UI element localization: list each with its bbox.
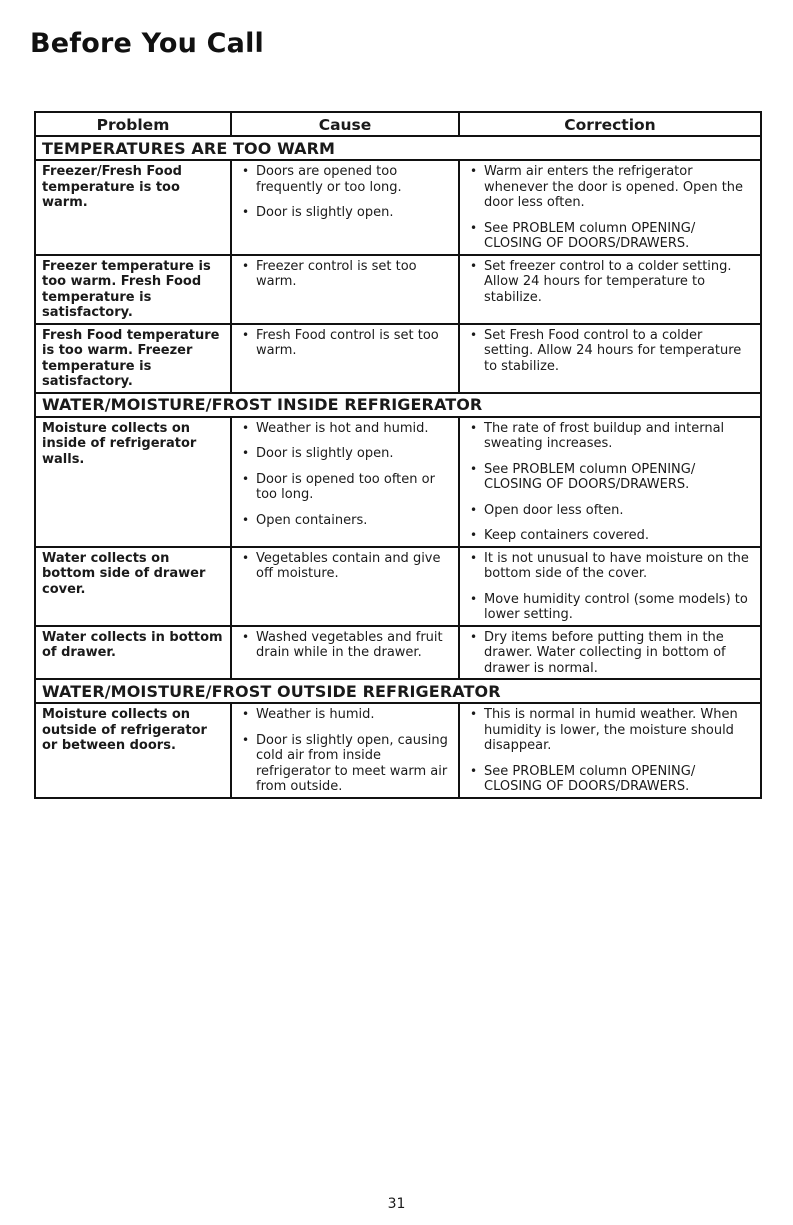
correction-item — [466, 503, 754, 519]
correction-text: See PROBLEM column OPENING/ CLOSING OF DOORS/DRAWERS. — [484, 763, 696, 794]
cause-item — [238, 164, 452, 195]
cause-item — [238, 328, 452, 359]
table-row — [35, 417, 761, 547]
cause-item — [238, 472, 452, 503]
page-number: 31 — [387, 1196, 406, 1212]
cause-cell — [231, 255, 459, 324]
troubleshooting-table — [34, 111, 762, 799]
correction-cell — [459, 417, 761, 547]
cause-text: Door is opened too often or too long. — [256, 471, 435, 502]
table-row — [35, 324, 761, 393]
bullet-marker: • — [242, 420, 250, 435]
cause-item — [238, 259, 452, 290]
correction-item — [466, 221, 754, 252]
correction-item — [466, 164, 754, 211]
section-row — [35, 136, 761, 160]
table-header-row — [35, 112, 761, 136]
header-cause: Cause — [231, 112, 459, 136]
correction-text: Keep containers covered. — [484, 528, 649, 543]
table-row — [35, 160, 761, 255]
bullet-marker: • — [470, 502, 478, 517]
correction-cell — [459, 324, 761, 393]
bullet-marker: • — [242, 164, 250, 178]
bullet-marker: • — [242, 732, 250, 747]
cause-text: Vegetables contain and give off moisture. — [256, 550, 441, 581]
correction-item — [466, 630, 754, 677]
cause-item — [238, 733, 452, 795]
correction-cell — [459, 626, 761, 680]
section-heading: WATER/MOISTURE/FROST OUTSIDE REFRIGERATOR — [35, 679, 761, 703]
cause-text: Door is slightly open. — [256, 446, 394, 461]
table-body — [35, 136, 761, 798]
correction-item — [466, 551, 754, 582]
problem-cell: Water collects in bottom of drawer. — [35, 626, 231, 680]
correction-text: Set freezer control to a colder setting. Allow 24 hours for temperature to stabilize. — [484, 258, 732, 305]
cause-text: Door is slightly open, causing cold air from inside refrigerator to meet warm air from outside. — [256, 732, 448, 794]
cause-cell — [231, 626, 459, 680]
correction-text: Open door less often. — [484, 502, 624, 518]
section-heading: WATER/MOISTURE/FROST INSIDE REFRIGERATOR — [35, 393, 761, 417]
problem-cell: Water collects on bottom side of drawer cover. — [35, 547, 231, 626]
cause-text: Weather is humid. — [256, 707, 375, 722]
correction-cell — [459, 547, 761, 626]
bullet-marker: • — [470, 629, 478, 644]
correction-item — [466, 592, 754, 623]
cause-spacer — [238, 592, 452, 607]
correction-item — [466, 764, 754, 795]
page-title: Before You Call — [30, 28, 265, 59]
bullet-marker: • — [242, 327, 250, 342]
bullet-marker: • — [470, 707, 478, 721]
correction-item — [466, 462, 754, 493]
problem-cell: Fresh Food temperature is too warm. Freezer temperature is satisfactory. — [35, 324, 231, 393]
bullet-marker: • — [242, 205, 250, 219]
cause-item — [238, 630, 452, 661]
cause-item — [238, 421, 452, 437]
bullet-marker: • — [470, 164, 478, 178]
bullet-marker: • — [470, 220, 478, 235]
correction-text: This is normal in humid weather. When humidity is lower, the moisture should disappear. — [484, 707, 738, 753]
cause-text: Washed vegetables and fruit drain while in the drawer. — [256, 629, 443, 660]
cause-text: Door is slightly open. — [256, 205, 394, 220]
correction-cell — [459, 160, 761, 255]
bullet-marker: • — [470, 591, 478, 606]
bullet-marker: • — [242, 707, 250, 721]
table-row — [35, 547, 761, 626]
bullet-marker: • — [470, 420, 478, 435]
correction-text: The rate of frost buildup and internal sweating increases. — [484, 420, 725, 451]
cause-item — [238, 513, 452, 529]
correction-text: Move humidity control (some models) to lower setting. — [484, 591, 748, 622]
bullet-marker: • — [470, 258, 478, 273]
problem-cell: Freezer temperature is too warm. Fresh Food temperature is satisfactory. — [35, 255, 231, 324]
header-correction: Correction — [459, 112, 761, 136]
bullet-marker: • — [242, 550, 250, 565]
correction-text: See PROBLEM column OPENING/ CLOSING OF DOORS/DRAWERS. — [484, 220, 696, 251]
table-row — [35, 626, 761, 680]
bullet-marker: • — [470, 461, 478, 476]
correction-text: Dry items before putting them in the drawer. Water collecting in bottom of drawer is normal. — [484, 629, 726, 676]
cause-text: Doors are opened too frequently or too long. — [256, 164, 402, 195]
bullet-marker: • — [242, 446, 250, 460]
bullet-marker: • — [470, 550, 478, 565]
bullet-marker: • — [470, 327, 478, 342]
problem-cell: Freezer/Fresh Food temperature is too warm. — [35, 160, 231, 255]
cause-cell — [231, 703, 459, 798]
section-heading: TEMPERATURES ARE TOO WARM — [35, 136, 761, 160]
correction-item — [466, 421, 754, 452]
correction-text: Set Fresh Food control to a colder setting. Allow 24 hours for temperature to stabilize. — [484, 327, 742, 374]
table-row — [35, 703, 761, 798]
cause-cell — [231, 547, 459, 626]
cause-cell — [231, 324, 459, 393]
cause-text: Open containers. — [256, 512, 368, 528]
cause-text: Fresh Food control is set too warm. — [256, 327, 439, 358]
table-row — [35, 255, 761, 324]
correction-item — [466, 328, 754, 375]
section-row — [35, 679, 761, 703]
correction-text: Warm air enters the refrigerator whenever the door is opened. Open the door less often. — [484, 164, 744, 210]
correction-item — [466, 707, 754, 754]
correction-text: It is not unusual to have moisture on the bottom side of the cover. — [484, 550, 749, 581]
bullet-marker: • — [470, 763, 478, 778]
bullet-marker: • — [242, 512, 250, 527]
bullet-marker: • — [242, 471, 250, 486]
cause-item — [238, 551, 452, 582]
cause-cell — [231, 417, 459, 547]
header-problem: Problem — [35, 112, 231, 136]
correction-cell — [459, 255, 761, 324]
cause-item — [238, 707, 452, 723]
correction-cell — [459, 703, 761, 798]
cause-text: Weather is hot and humid. — [256, 420, 429, 436]
bullet-marker: • — [242, 258, 250, 273]
correction-item — [466, 259, 754, 306]
problem-cell: Moisture collects on inside of refrigerator walls. — [35, 417, 231, 547]
cause-item — [238, 205, 452, 221]
correction-text: See PROBLEM column OPENING/ CLOSING OF DOORS/DRAWERS. — [484, 461, 696, 492]
correction-item — [466, 528, 754, 544]
cause-item — [238, 446, 452, 462]
cause-text: Freezer control is set too warm. — [256, 258, 417, 289]
bullet-marker: • — [242, 629, 250, 644]
problem-cell: Moisture collects on outside of refrigerator or between doors. — [35, 703, 231, 798]
bullet-marker: • — [470, 528, 478, 542]
section-row — [35, 393, 761, 417]
cause-cell — [231, 160, 459, 255]
